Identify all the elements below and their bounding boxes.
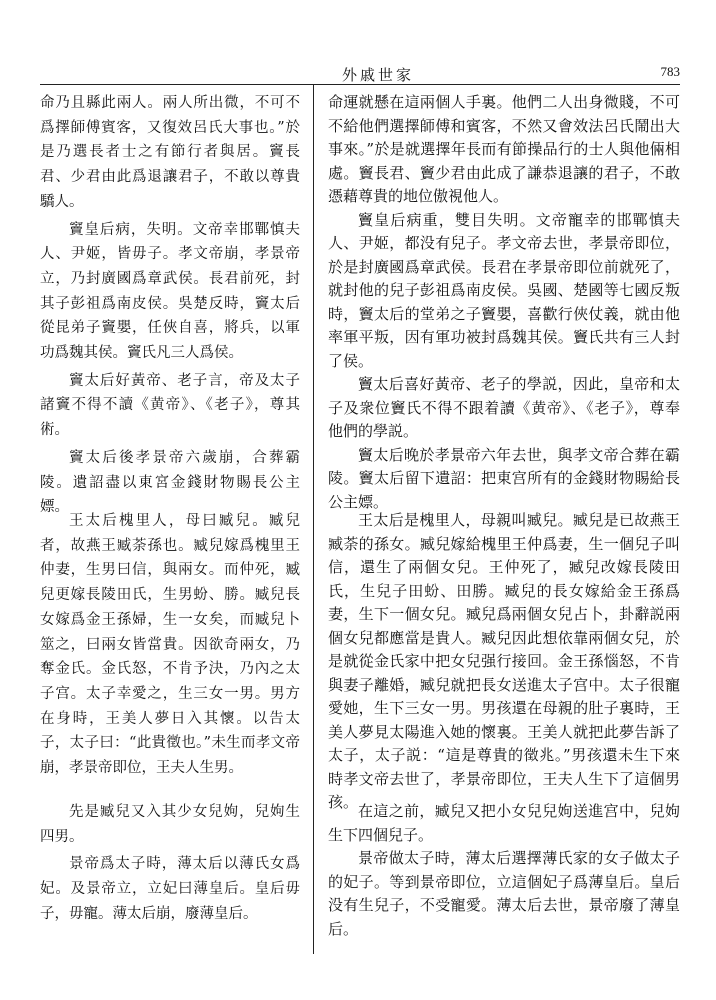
- translation-paragraph: 景帝做太子時，薄太后選擇薄氏家的女子做太子的妃子。等到景帝即位，立這個妃子爲薄皇后。皇后没有生兒子，不受寵愛。薄太后去世，景帝廢了薄皇后。: [328, 849, 680, 938]
- page-number: 783: [660, 64, 680, 79]
- translation-block-2: [328, 509, 680, 815]
- original-paragraph: 竇太后好黃帝、老子言，帝及太子諸竇不得不讀《黄帝》、《老子》，尊其術。: [40, 372, 300, 439]
- translation-paragraph: 命運就懸在這兩個人手裏。他們二人出身微賤，不可不給他們選擇師傅和賓客，不然又會效法呂氏鬧出大事來。”於是就選擇年長而有節操品行的士人與他倆相處。竇長君、竇少君由此成了謙恭退讓的君子，不敢憑藉尊貴的地位傲視他人。: [328, 93, 680, 205]
- header-rule: [40, 84, 680, 85]
- original-text-block-3: [40, 800, 300, 927]
- translation-paragraph: 竇皇后病重，雙目失明。文帝寵幸的邯鄲慎夫人、尹姬，都没有兒子。孝文帝去世，孝景帝即位，於是封廣國爲章武侯。長君在孝景帝即位前就死了，就封他的兒子彭祖爲南皮侯。吳國、楚國等七國反叛時，竇太后的堂弟之子竇嬰，喜歡行俠仗義，就由他率軍平叛，因有軍功被封爲魏其侯。竇氏共有三人封了侯。: [328, 210, 680, 370]
- translation-paragraph: 王太后是槐里人，母親叫臧兒。臧兒是已故燕王臧荼的孫女。臧兒嫁給槐里王仲爲妻，生一個兒子叫信，還生了兩個女兒。王仲死了，臧兒改嫁長陵田氏，生兒子田蚡、田勝。臧兒的長女嫁給金王孫爲妻，生下一個女兒。臧兒爲兩個女兒占卜，卦辭説兩個女兒都應當是貴人。臧兒因此想依靠兩個女兒，於是就從金氏家中把女兒强行接回。金王孫惱怒，不肯與妻子離婚，臧兒就把長女送進太子宫中。太子很寵愛她，生下三女一男。男孩還在母親的肚子裏時，王美人夢見太陽進入她的懷裏。王美人就把此夢告訴了太子，太子説：“這是尊貴的徵兆。”男孩還未生下來時孝文帝去世了，孝景帝即位，王夫人生下了這個男孩。: [328, 511, 680, 811]
- translation-block-3: [328, 800, 680, 941]
- original-text-block-1: [40, 91, 300, 520]
- running-header: [40, 58, 680, 84]
- original-text-block-2: [40, 509, 300, 781]
- translation-block-1: [328, 91, 680, 514]
- original-paragraph: 景帝爲太子時，薄太后以薄氏女爲妃。及景帝立，立妃曰薄皇后。皇后毋子，毋寵。薄太后崩，廢薄皇后。: [40, 856, 300, 922]
- translation-paragraph: 竇太后晚於孝景帝六年去世，與孝文帝合葬在霸陵。竇太后留下遺詔：把東宫所有的金錢財物賜給長公主嫖。: [328, 445, 680, 511]
- original-paragraph: 先是臧兒又入其少女兒姁，兒姁生四男。: [40, 804, 300, 845]
- original-paragraph: 竇太后後孝景帝六歲崩，合葬霸陵。遺詔盡以東宮金錢財物賜長公主嫖。: [40, 449, 300, 516]
- chapter-title: 外戚世家: [342, 66, 415, 84]
- translation-paragraph: 在這之前，臧兒又把小女兒兒姁送進宫中，兒姁生下四個兒子。: [328, 802, 680, 844]
- translation-paragraph: 竇太后喜好黃帝、老子的學説，因此，皇帝和太子及衆位竇氏不得不跟着讀《黄帝》、《老子》，尊奉他們的學説。: [328, 375, 680, 440]
- original-paragraph: 王太后槐里人，母曰臧兒。臧兒者，故燕王臧荼孫也。臧兒嫁爲槐里王仲妻，生男曰信，與兩女。而仲死，臧兒更嫁長陵田氏，生男蚡、勝。臧兒長女嫁爲金王孫婦，生一女矣，而臧兒卜筮之，曰兩女皆當貴。因欲奇兩女，乃奪金氏。金氏怒，不肯予決，乃內之太子宫。太子幸愛之，生三女一男。男方在身時，王美人夢日入其懷。以告太子，太子曰：“此貴徵也。”未生而孝文帝崩，孝景帝即位，王夫人生男。: [40, 513, 300, 777]
- original-paragraph: 竇皇后病，失明。文帝幸邯鄲慎夫人、尹姬，皆毋子。孝文帝崩，孝景帝立，乃封廣國爲章武侯。長君前死，封其子彭祖爲南皮侯。吳楚反時，竇太后從昆弟子竇嬰，任俠自喜，將兵，以軍功爲魏其侯。竇氏凡三人爲侯。: [40, 221, 300, 362]
- original-paragraph: 命乃且縣此兩人。兩人所出微，不可不爲擇師傅賓客，又復效呂氏大事也。”於是乃選長者士之有節行者與居。竇長君、少君由此爲退讓君子，不敢以尊貴驕人。: [40, 95, 300, 210]
- column-divider: [313, 84, 314, 954]
